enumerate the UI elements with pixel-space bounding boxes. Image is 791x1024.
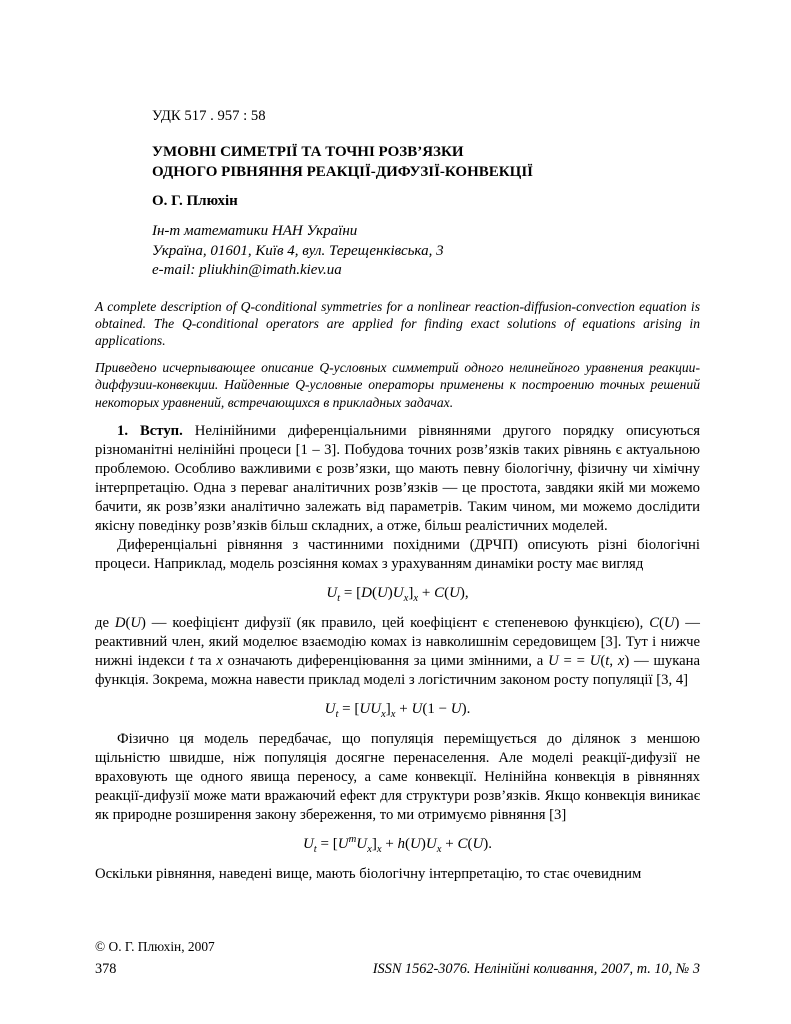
article-body — [95, 422, 700, 884]
paper-title-line2: ОДНОГО РІВНЯННЯ РЕАКЦІЇ-ДИФУЗІЇ-КОНВЕКЦІЇ — [152, 164, 533, 180]
copyright-line: © О. Г. Плюхін, 2007 — [95, 939, 215, 954]
affiliation-email: e-mail: pliukhin@imath.kiev.ua — [152, 262, 342, 278]
affiliation-institute: Ін-т математики НАН України — [152, 223, 358, 239]
page-footer — [95, 939, 700, 978]
paragraph-5: Оскільки рівняння, наведені вище, мають біологічну інтерпретацію, то стає очевидним — [95, 865, 642, 882]
journal-issn-line: ISSN 1562-3076. Нелінійні коливання, 2007, т. 10, № 3 — [372, 961, 700, 977]
paper-header — [152, 108, 700, 281]
affiliation-block — [152, 222, 700, 281]
abstracts-block — [95, 298, 700, 411]
udc-code: УДК 517 . 957 : 58 — [152, 108, 266, 124]
equation-1: $U_t = [D(U)U_x]_x + C(U)$, — [326, 584, 469, 604]
paragraph-3: де D(U) — коефіцієнт дифузії (як правило, цей коефіцієнт є степеневою функцією), C(U) — реактивний член, який моделює взаємодію комах із навколишнім середовищем [3]. Тут і нижче нижні індекси t та x означають диференціювання за цими змінними, а U = = U(t, x) — шукана функція. Зокрема, можна навести приклад моделі з логістичним законом росту популяції [3, 4] — [95, 614, 701, 688]
footer-row — [95, 961, 700, 978]
section-1-heading: 1. Вступ. — [117, 422, 183, 439]
paragraph-4: Фізично ця модель передбачає, що популяція переміщується до ділянок з меншою щільністю швидше, ніж популяція досягне перенаселення. Але моделі реакції-дифузії не враховують ще одного явища переносу, а саме конвекції. Нелінійна конвекція в рівняннях реакції-дифузії може мати вражаючий ефект для структури розв’язків. Якщо конвекція виникає як природне розширення закону збереження, то ми отримуємо рівняння [3] — [95, 730, 700, 823]
page-number: 378 — [95, 961, 117, 977]
equation-2: $U_t = [UU_x]_x + U(1 - U)$. — [324, 700, 471, 720]
paragraph-1-text: Нелінійними диференціальними рівняннями другого порядку описуються різноманітні нелінійні процеси [1 – 3]. Побудова точних розв’язків таких рівнянь є актуальною проблемою. Особливо важливими є розв’язки, що мають певну біологічну, фізичну чи хімічну інтерпретацію. Одна з переваг аналітичних розв’язків — це простота, завдяки якій ми можемо бачити, як розв’язки аналітично залежать від параметрів. Таким чином, ми можемо дослідити якісну поведінку розв’язків більш складних, а отже, більш реалістичних моделей. — [95, 422, 700, 534]
paragraph-2: Диференціальні рівняння з частинними похідними (ДРЧП) описують різні біологічні процеси. Наприклад, модель розсіяння комах з урахуванням динаміки росту має вигляд — [95, 536, 700, 572]
abstract-russian: Приведено исчерпывающее описание Q-условных симметрий одного нелинейного уравнения реакции-диффузии-конвекции. Найденные Q-условные операторы применены к построению точных решений некоторых уравнений, встречающихся в прикладных задачах. — [95, 360, 700, 410]
abstract-english: A complete description of Q-conditional symmetries for a nonlinear reaction-diffusion-convection equation is obtained. The Q-conditional operators are applied for finding exact solutions of equations arising in applications. — [95, 298, 700, 348]
paper-title — [152, 142, 700, 182]
equation-3: $U_t = [U^mU_x]_x + h(U)U_x + C(U)$. — [302, 833, 493, 855]
affiliation-address: Україна, 01601, Київ 4, вул. Терещенківська, 3 — [152, 242, 444, 259]
author-name: О. Г. Плюхін — [152, 193, 238, 209]
paper-title-line1: УМОВНІ СИМЕТРІЇ ТА ТОЧНІ РОЗВ’ЯЗКИ — [152, 144, 464, 160]
paragraph-1 — [95, 422, 700, 536]
